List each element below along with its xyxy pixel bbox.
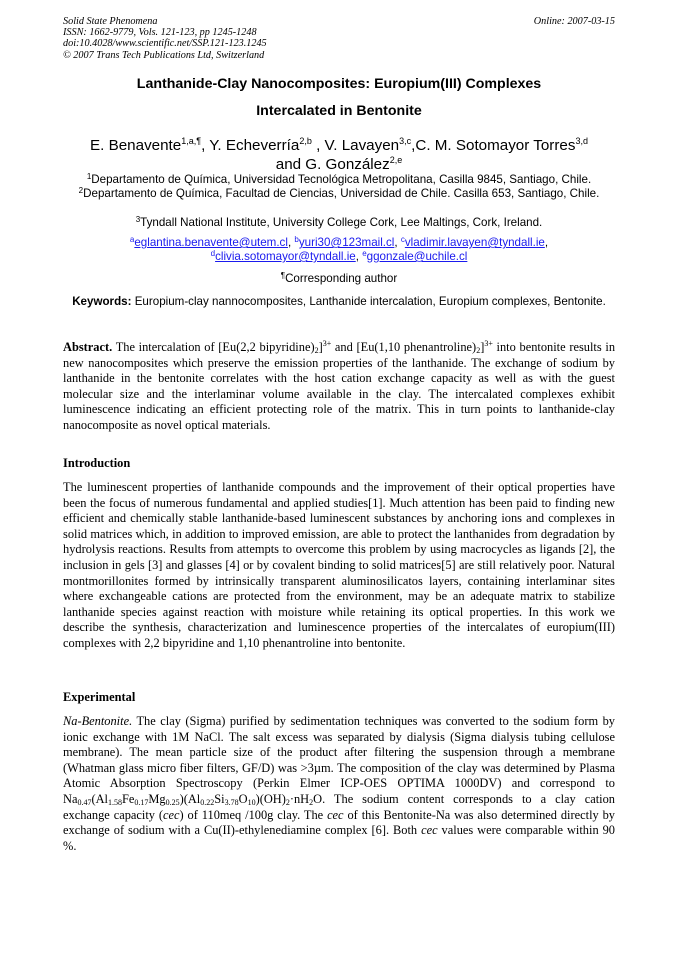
formula-part: O. The sodium content corresponds to a clay cation exchange capacity (	[63, 791, 615, 822]
corresponding-marker: ¶	[280, 271, 286, 280]
email-link[interactable]: clivia.sotomayor@tyndall.ie	[215, 250, 356, 263]
formula-part: (Al	[91, 791, 108, 806]
affiliation-2	[70, 187, 608, 201]
affiliation-text: Tyndall National Institute, University College Cork, Lee Maltings, Cork, Ireland.	[140, 216, 543, 229]
author-marker: 3,c	[399, 136, 412, 146]
author-marker: 3,d	[575, 136, 588, 146]
abstract-label: Abstract.	[63, 340, 113, 354]
affiliation-text: Departamento de Química, Facultad de Ciencias, Universidad de Chile. Casilla 653, Santiago, Chile.	[83, 187, 600, 200]
experimental-heading: Experimental	[63, 690, 136, 704]
paper-title-line1: Lanthanide-Clay Nanocomposites: Europium(III) Complexes	[136, 76, 542, 92]
author-marker: 2,b	[299, 136, 312, 146]
affiliation-marker: 2	[78, 186, 84, 195]
subscript: 0.17	[134, 797, 149, 807]
formula-part: Fe	[121, 791, 135, 806]
email-marker: c	[400, 235, 405, 244]
subscript: 2	[314, 346, 319, 355]
formula-part: Si	[214, 791, 225, 806]
abstract-text: ]	[480, 340, 485, 354]
keywords	[70, 294, 608, 309]
author-name: E. Benavente	[90, 137, 182, 154]
corresponding-text: Corresponding author	[285, 272, 398, 285]
author-marker: 1,a,¶	[181, 136, 202, 146]
author-name: C. M. Sotomayor Torres	[415, 137, 576, 154]
abstract-text: and [Eu(1,10 phenantroline)	[331, 340, 477, 354]
author-name: Y. Echeverría	[209, 137, 300, 154]
abstract-text: The intercalation of [Eu(2,2 bipyridine)	[115, 340, 315, 354]
superscript: 3+	[484, 339, 493, 348]
experimental-run: The clay (Sigma) purified by sedimentation techniques was converted to the sodium form by ionic exchange with 1M NaCl. The salt excess was separated by dialysis (Sigma dialysis tubing cellulose membrane). The mean particle size of the product after filtering the suspension through a membrane (Whatman glass micro fiber filters, GF/D) was >3µm. The composition of the clay was determined by Plasma Atomic Absorption Spectroscopy (Perkin Elmer ICP-OES OPTIMA 1000DV) and correspond to Na	[63, 714, 615, 806]
journal-name: Solid State Phenomena	[63, 16, 158, 27]
introduction-text: The luminescent properties of lanthanide compounds and the improvement of their optical properties have been the focus of numerous fundamental and applied studies[1]. Much attention has been paid to finding new efficient and chemically stable lanthanide-based luminescent substances by anchoring ions and complexes in solid matrices which, in addition to improved emission, are able to protect the lanthanides from degradation by hydrolysis reactions. Results from attempts to overcome this problem by using macrocycles as ligands [2], the inclusion in gels [3] and glasses [4] or by covalent binding to solid matrices[5] are still relatively poor. Natural montmorillonites formed by intrinsically transparent aluminosilicatos layers, containing interlaminar sites where exchangeable cations are protected from the environment, may be an adequate matrix to stabilize lanthanide species against reaction with moisture while retaining its optical properties. In this work we describe the synthesis, characterization and luminescence properties of the intercalates of europium(III) complexes with 2,2 bipyridine and 1,10 phenantroline into bentonite.	[63, 480, 615, 650]
author-list: E. Benavente$^{1,a,\P}$, Y. Echeverría$^{2,b}$ , V. Lavayen$^{3,c}$,C. M. Sotomayor Torres$^{3,d}$ and G. González$^{2,e}$	[90, 136, 588, 173]
paper-title-line2: Intercalated in Bentonite	[256, 103, 422, 119]
subscript: 2	[476, 346, 481, 355]
subscript: 0.47	[77, 797, 92, 807]
email-link[interactable]: ggonzale@uchile.cl	[366, 250, 468, 263]
introduction-heading: Introduction	[63, 456, 131, 470]
subscript: 2	[285, 797, 290, 807]
subscript: 1.58	[107, 797, 122, 807]
copyright: © 2007 Trans Tech Publications Ltd, Switzerland	[63, 49, 265, 61]
experimental-text	[63, 714, 615, 854]
doi: doi:10.4028/www.scientific.net/SSP.121-123.1245	[63, 38, 267, 50]
affiliation-text: Departamento de Química, Universidad Tecnológica Metropolitana, Casilla 9845, Santiago, Chile.	[91, 173, 592, 186]
experimental-run: ) of 110meq /100g clay. The	[179, 807, 328, 822]
email-link[interactable]: eglantina.benavente@utem.cl	[134, 236, 288, 249]
author-name: and G. González	[275, 156, 390, 173]
cec-term: cec	[421, 823, 438, 838]
cec-term: cec	[327, 807, 344, 822]
issn: ISSN: 1662-9779, Vols. 121-123, pp 1245-1248	[63, 27, 257, 39]
subsection-title: Na-Bentonite.	[63, 714, 133, 728]
experimental-run: values were comparable within 90 %.	[63, 823, 615, 853]
email-marker: b	[294, 235, 299, 244]
superscript: 3+	[322, 339, 332, 348]
corresponding-author	[40, 272, 638, 285]
email-link[interactable]: yuri30@123mail.cl	[298, 236, 395, 249]
email-marker: a	[129, 235, 135, 244]
affiliation-marker: 3	[135, 215, 141, 224]
formula-part: )(Al	[179, 791, 201, 806]
author-name: V. Lavayen	[324, 137, 400, 154]
affiliation-3	[40, 216, 638, 230]
abstract	[63, 340, 615, 434]
cec-term: cec	[163, 807, 180, 822]
subscript: 3.78	[224, 797, 239, 807]
abstract-text: into bentonite results in new nanocomposites which preserve the emission properties of the lanthanide. The exchange of sodium by lanthanide in the bentonite correlates with the host cation exchange capacity as well as with the guest molecular size and the interlaminar volume available in the clay. The intercalated complexes exhibit luminescence indicating an efficient protecting role of the matrix. This in turn points to lanthanide-clay nanocomposite as novel optical materials.	[63, 340, 616, 432]
formula-part: ·nH	[289, 791, 310, 806]
subscript: 0.22	[200, 797, 215, 807]
affiliation-marker: 1	[86, 172, 92, 181]
subscript: 2	[309, 797, 314, 807]
formula-part: )(OH)	[255, 791, 286, 806]
email-list: $^a$eglantina.benavente@utem.cl, $^b$yuri30@123mail.cl, $^c$vladimir.lavayen@tyndall.ie, $^d$clivia.sotomayor@tyndall.ie, $^e$ggonzale@uchile.cl	[129, 235, 549, 263]
author-marker: 2,e	[389, 155, 403, 165]
formula-part: O	[238, 791, 248, 806]
online-date: Online: 2007-03-15	[533, 16, 615, 27]
keywords-text: Europium-clay nannocomposites, Lanthanide intercalation, Europium complexes, Bentonite.	[134, 295, 606, 308]
affiliation-1	[40, 173, 638, 187]
subscript: 0.25	[165, 797, 180, 807]
email-marker: e	[362, 249, 367, 258]
email-marker: d	[210, 249, 216, 258]
keywords-label: Keywords:	[72, 295, 132, 308]
abstract-text: ]	[318, 340, 323, 354]
journal-header	[63, 16, 615, 61]
subscript: 10	[247, 797, 256, 807]
email-link[interactable]: vladimir.lavayen@tyndall.ie	[404, 236, 545, 249]
experimental-run: of this Bentonite-Na was also determined directly by exchange of sodium with a Cu(II)-ethylenediamine complex [6]. Both	[63, 807, 616, 838]
formula-part: Mg	[148, 791, 166, 806]
